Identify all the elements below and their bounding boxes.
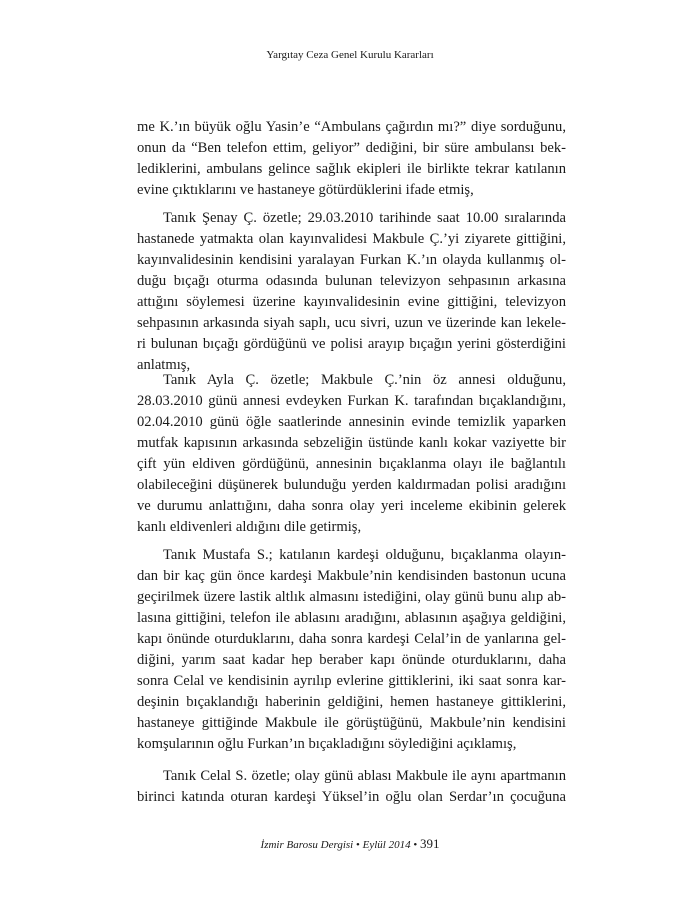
- text-line: birinci katında oturan kardeşi Yüksel’in oğlu olan Serdar’ın çocuğuna: [137, 789, 566, 805]
- text-line: hastanede yatmakta olan kayınvalidesi Makbule Ç.’yi ziyarete gittiğini,: [137, 231, 566, 247]
- text-line: lediklerini, ambulans gelince sağlık ekipleri ile birlikte tekrar katılanın: [137, 161, 566, 177]
- text-line: 02.04.2010 günü öğle saatlerinde annesinin evinde temizlik yaparken: [137, 414, 566, 430]
- text-line: çift yün eldiven gördüğünü, annesinin bıçaklanma olayı ile bağlantılı: [137, 456, 566, 472]
- text-line: kapı önünde oturduklarını, daha sonra kardeşi Celal’in de yanlarına gel-: [137, 631, 566, 647]
- text-line: onun da “Ben telefon ettim, geliyor” dediğini, bir süre ambulansı bek-: [137, 140, 566, 156]
- text-line: kayınvalidesinin kendisini yaralayan Furkan K.’ın olayda kullanmış ol-: [137, 252, 566, 268]
- footer-separator: •: [356, 839, 360, 851]
- text-line: deşinin bıçaklandığı haberinin geldiğini, hemen hastaneye gittiklerini,: [137, 694, 566, 710]
- text-line: lasına gittiğini, telefon ile ablasını aradığını, ablasının aşağıya geldiğini,: [137, 610, 566, 626]
- paragraph-continuation: [137, 117, 566, 201]
- text-line: duğu bıçağı oturma odasında bulunan televizyon sehpasının arkasına: [137, 273, 566, 289]
- text-line: kanlı eldivenleri aldığını dile getirmiş,: [137, 519, 362, 535]
- footer-separator: •: [413, 839, 418, 851]
- text-line: Tanık Celal S. özetle; olay günü ablası Makbule ile aynı apartmanın: [163, 768, 566, 784]
- text-line: ri bulunan bıçağı gördüğünü ve polisi arayıp bıçağın yerini gösterdiğini: [137, 336, 566, 352]
- paragraph-witness-celal: [137, 766, 566, 808]
- text-line: anlatmış,: [137, 357, 191, 373]
- text-line: attığını söylemesi üzerine kayınvalidesinin evine gittiğini, televizyon: [137, 294, 566, 310]
- text-line: mutfak kapısının arkasında sebzeliğin üstünde kanlı kokar vaziyette bir: [137, 435, 566, 451]
- page-footer: [0, 836, 700, 852]
- text-line: Tanık Mustafa S.; katılanın kardeşi olduğunu, bıçaklanma olayın-: [163, 547, 566, 563]
- text-line: hastaneye gittiğinde Makbule ile görüştüğünü, Makbule’nin kendisini: [137, 715, 566, 731]
- paragraph-witness-senay: [137, 208, 566, 376]
- text-line: sonra Celal ve kendisinin ayrılıp evlerine gittiklerini, iki saat sonra kar-: [137, 673, 566, 689]
- paragraph-witness-ayla: [137, 370, 566, 538]
- text-line: diğini, yarım saat kadar hep beraber kapı önünde oturduklarını, daha: [137, 652, 566, 668]
- journal-issue: Eylül 2014: [362, 839, 411, 851]
- text-line: dan bir kaç gün önce kardeşi Makbule’nin kendisinden bastonun ucuna: [137, 568, 566, 584]
- text-line: Tanık Ayla Ç. özetle; Makbule Ç.’nin öz annesi olduğunu,: [163, 372, 566, 388]
- running-header: Yargıtay Ceza Genel Kurulu Kararları: [266, 49, 434, 61]
- text-line: evine çıktıklarını ve hastaneye götürdüklerini ifade etmiş,: [137, 182, 474, 198]
- text-line: geçirilmek üzere lastik altlık almasını istediğini, olay günü bunu alıp ab-: [137, 589, 566, 605]
- text-line: sehpasının arkasında siyah saplı, ucu sivri, uzun ve üzerinde kan lekele-: [137, 315, 566, 331]
- text-line: komşularının oğlu Furkan’ın bıçakladığını söylediğini açıklamış,: [137, 736, 517, 752]
- text-line: ve durumu anlattığını, daha sonra olay yeri inceleme ekibinin gelerek: [137, 498, 566, 514]
- text-line: 28.03.2010 günü annesi evdeyken Furkan K. tarafından bıçaklandığını,: [137, 393, 566, 409]
- journal-name: İzmir Barosu Dergisi: [260, 839, 354, 851]
- text-line: olabileceğini düşünerek bulunduğu yerden kaldırmadan polisi aradığını: [137, 477, 566, 493]
- paragraph-witness-mustafa: [137, 545, 566, 755]
- text-line: Tanık Şenay Ç. özetle; 29.03.2010 tarihinde saat 10.00 sıralarında: [163, 210, 566, 226]
- page-number: 391: [419, 836, 440, 851]
- text-line: me K.’ın büyük oğlu Yasin’e “Ambulans çağırdın mı?” diye sorduğunu,: [137, 119, 566, 135]
